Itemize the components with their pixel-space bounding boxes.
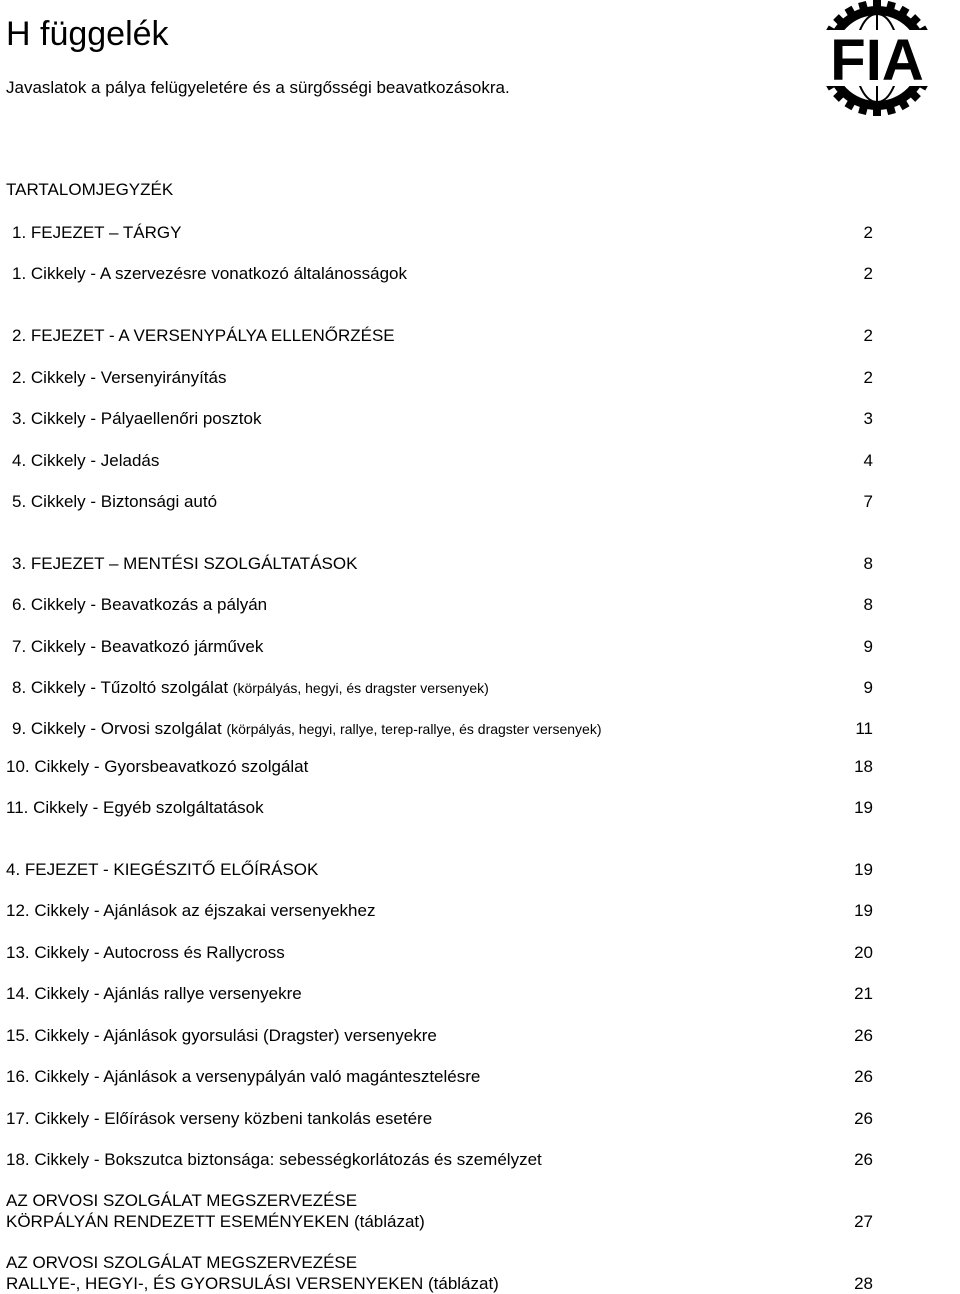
page-subtitle: Javaslatok a pálya felügyeletére és a sürgősségi beavatkozásokra. <box>6 78 510 97</box>
toc-entry-label <box>12 718 602 740</box>
toc-entry-page: 26 <box>854 1026 873 1045</box>
toc-entry-page: 4 <box>863 451 873 470</box>
toc-entry-page: 26 <box>854 1067 873 1086</box>
toc-entry[interactable] <box>0 859 960 881</box>
toc-entry[interactable] <box>0 900 960 922</box>
toc-entry-label <box>12 325 395 347</box>
toc-table-entry-page: 28 <box>854 1274 873 1293</box>
toc-entry-label <box>12 450 159 472</box>
toc-entry-title: 18. Cikkely - Bokszutca biztonsága: sebességkorlátozás és személyzet <box>6 1150 542 1169</box>
toc-entry-page: 9 <box>863 678 873 697</box>
page-title: H függelék <box>6 15 169 53</box>
toc-entry-page: 20 <box>854 943 873 962</box>
toc-entry-label <box>6 1149 542 1171</box>
toc-entry-label <box>6 942 285 964</box>
toc-entry-page: 21 <box>854 984 873 1003</box>
toc-entry-title: 6. Cikkely - Beavatkozás a pályán <box>12 595 268 614</box>
toc-entry-page: 18 <box>854 757 873 776</box>
toc-entry-title: 11. Cikkely - Egyéb szolgáltatások <box>6 798 264 817</box>
toc-entry[interactable] <box>0 222 960 244</box>
toc-entry-title: 2. Cikkely - Versenyirányítás <box>12 368 227 387</box>
toc-entry[interactable] <box>0 1025 960 1047</box>
toc-entry-label <box>6 859 318 881</box>
toc-entry[interactable] <box>0 1066 960 1088</box>
toc-entry-page: 2 <box>863 223 873 242</box>
toc-entry-title: 8. Cikkely - Tűzoltó szolgálat <box>12 678 233 697</box>
toc-entry-title: 4. FEJEZET - KIEGÉSZITŐ ELŐÍRÁSOK <box>6 860 319 879</box>
toc-entry-title: 3. Cikkely - Pályaellenőri posztok <box>12 409 262 428</box>
toc-entry-title: 2. FEJEZET - A VERSENYPÁLYA ELLENŐRZÉSE <box>12 326 395 345</box>
toc-entry-label <box>12 594 267 616</box>
toc-table-entry-page: 27 <box>854 1212 873 1231</box>
toc-entry-page: 8 <box>863 554 873 573</box>
fia-logo <box>794 0 960 116</box>
toc-entry-title: 17. Cikkely - Előírások verseny közbeni tankolás esetére <box>6 1109 433 1128</box>
toc-entry-title: 1. FEJEZET – TÁRGY <box>12 223 182 242</box>
toc-entry[interactable] <box>0 263 960 285</box>
toc-entry-title: 13. Cikkely - Autocross és Rallycross <box>6 943 285 962</box>
toc-entry-title: 9. Cikkely - Orvosi szolgálat <box>12 719 227 738</box>
toc-entry-label <box>6 1066 480 1088</box>
toc-entry-page: 2 <box>863 326 873 345</box>
toc-entry-title: 3. FEJEZET – MENTÉSI SZOLGÁLTATÁSOK <box>12 554 358 573</box>
toc-entry-page: 9 <box>863 637 873 656</box>
toc-entry-page: 7 <box>863 492 873 511</box>
toc-entry[interactable] <box>0 594 960 616</box>
toc-entry[interactable] <box>0 677 960 699</box>
toc-entry-title: 1. Cikkely - A szervezésre vonatkozó általánosságok <box>12 264 407 283</box>
toc-entry[interactable] <box>0 450 960 472</box>
toc-entry-label <box>12 636 263 658</box>
toc-table-entry-line1: AZ ORVOSI SZOLGÁLAT MEGSZERVEZÉSE <box>6 1191 358 1210</box>
toc-entry-title: 5. Cikkely - Biztonsági autó <box>12 492 218 511</box>
toc-entry-page: 26 <box>854 1109 873 1128</box>
toc-entry-title: 10. Cikkely - Gyorsbeavatkozó szolgálat <box>6 757 309 776</box>
toc-entry[interactable] <box>0 983 960 1005</box>
toc-entry-title: 15. Cikkely - Ajánlások gyorsulási (Dragster) versenyekre <box>6 1026 437 1045</box>
toc-entry-label <box>6 1108 432 1130</box>
toc-entry[interactable] <box>0 756 960 778</box>
toc-entry-title: 7. Cikkely - Beavatkozó járművek <box>12 637 264 656</box>
toc-entry[interactable] <box>0 942 960 964</box>
toc-entry-page: 2 <box>863 368 873 387</box>
toc-entry-label <box>6 1025 437 1047</box>
toc-heading: TARTALOMJEGYZÉK <box>6 180 174 199</box>
toc-entry-page: 3 <box>863 409 873 428</box>
toc-entry[interactable] <box>0 367 960 389</box>
toc-entry-page: 11 <box>855 719 873 738</box>
toc-entry-label <box>12 367 226 389</box>
toc-entry-page: 8 <box>863 595 873 614</box>
toc-table-entry-line1: AZ ORVOSI SZOLGÁLAT MEGSZERVEZÉSE <box>6 1253 358 1272</box>
toc-entry[interactable] <box>0 797 960 819</box>
toc-entry[interactable] <box>0 408 960 430</box>
toc-entry-label <box>12 553 357 575</box>
toc-entry[interactable] <box>0 1149 960 1171</box>
toc-entry-label <box>12 408 261 430</box>
toc-entry[interactable] <box>0 325 960 347</box>
toc-entry[interactable] <box>0 553 960 575</box>
toc-entry[interactable] <box>0 491 960 513</box>
toc-entry[interactable] <box>0 718 960 740</box>
toc-entry-title: 4. Cikkely - Jeladás <box>12 451 160 470</box>
toc-entry-page: 19 <box>854 860 873 879</box>
toc-entry-note: (körpályás, hegyi, és dragster versenyek) <box>232 680 489 696</box>
toc-entry-label <box>12 263 407 285</box>
toc-entry-title: 14. Cikkely - Ajánlás rallye versenyekre <box>6 984 302 1003</box>
toc-entry-label <box>6 900 375 922</box>
toc-entry-page: 19 <box>854 798 873 817</box>
toc-entry-page: 2 <box>863 264 873 283</box>
toc-table-entry-line2: KÖRPÁLYÁN RENDEZETT ESEMÉNYEKEN (táblázat) <box>6 1212 425 1231</box>
logo-lettering: FIA <box>830 28 924 93</box>
toc-entry-title: 12. Cikkely - Ajánlások az éjszakai versenyekhez <box>6 901 376 920</box>
toc-entry-page: 19 <box>854 901 873 920</box>
toc-entry-label <box>6 756 308 778</box>
toc-entry[interactable] <box>0 636 960 658</box>
toc-entry[interactable] <box>0 1108 960 1130</box>
toc-entry-label <box>6 797 264 819</box>
toc-entry-label <box>12 491 217 513</box>
toc-entry-label <box>6 983 302 1005</box>
toc-entry-label <box>12 677 489 699</box>
toc-table-entry-line2: RALLYE-, HEGYI-, ÉS GYORSULÁSI VERSENYEKEN (táblázat) <box>6 1274 499 1293</box>
toc-entry-label <box>12 222 181 244</box>
toc-entry-title: 16. Cikkely - Ajánlások a versenypályán való magántesztelésre <box>6 1067 481 1086</box>
toc-entry-note: (körpályás, hegyi, rallye, terep-rallye, és dragster versenyek) <box>226 721 602 737</box>
toc-entry-page: 26 <box>854 1150 873 1169</box>
